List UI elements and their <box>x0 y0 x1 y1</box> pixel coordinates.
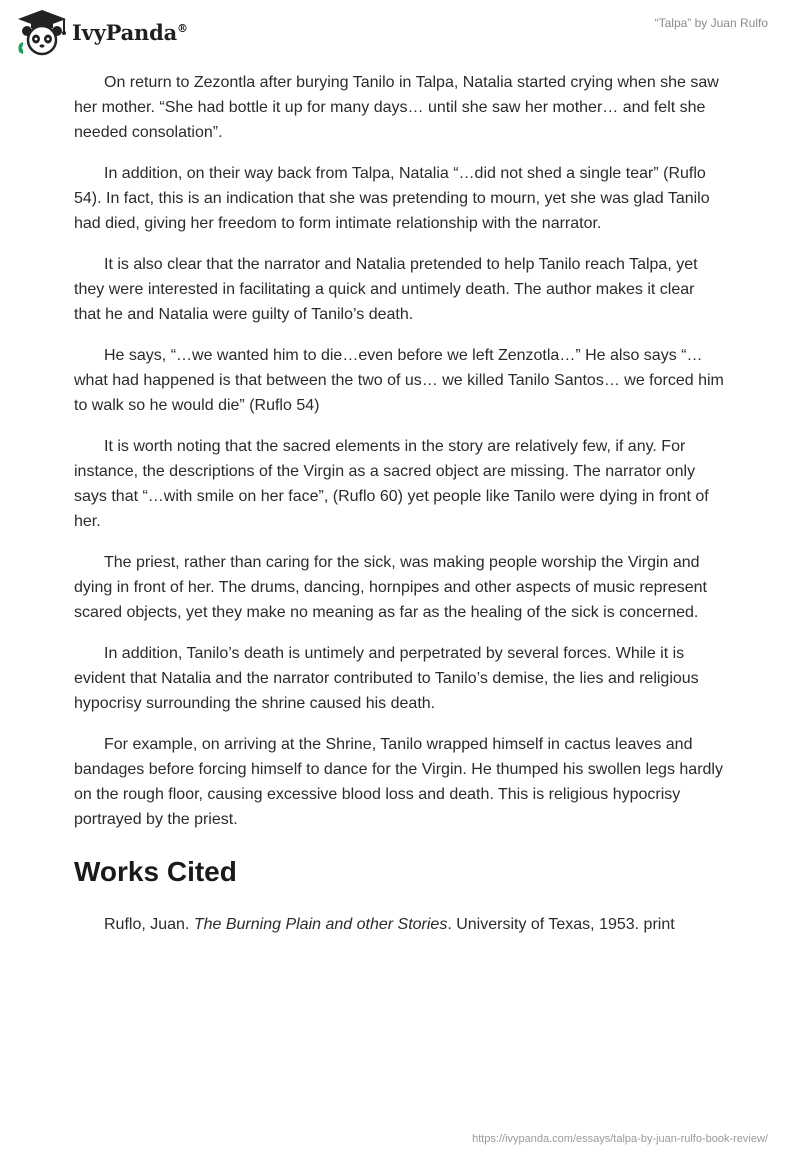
essay-body <box>74 70 724 937</box>
panda-logo-icon <box>14 8 70 56</box>
paragraph: It is also clear that the narrator and Natalia pretended to help Tanilo reach Talpa, yet they were interested in facilitating a quick and untimely death. The author makes it clear that he and Natalia were guilty of Tanilo’s death. <box>74 256 698 323</box>
citation-details: . University of Texas, 1953. print <box>447 916 675 933</box>
citation-entry <box>74 912 724 937</box>
paragraph: The priest, rather than caring for the sick, was making people worship the Virgin and dying in front of her. The drums, dancing, hornpipes and other aspects of music represent scared objects, yet they make no meaning as far as the healing of the sick is concerned. <box>74 554 707 621</box>
paragraph: In addition, on their way back from Talpa, Natalia “…did not shed a single tear” (Ruflo 54). In fact, this is an indication that she was pretending to mourn, yet she was glad Tanilo had died, giving her freedom to form intimate relationship with the narrator. <box>74 165 710 232</box>
logo-link[interactable] <box>14 8 188 56</box>
paragraph: For example, on arriving at the Shrine, Tanilo wrapped himself in cactus leaves and bandages before forcing himself to dance for the Virgin. He thumped his swollen legs hardly on the rough floor, causing excessive blood loss and death. This is religious hypocrisy portrayed by the priest. <box>74 736 723 828</box>
citation-author: Ruflo, Juan. <box>104 916 194 933</box>
paragraph: On return to Zezontla after burying Tanilo in Talpa, Natalia started crying when she saw her mother. “She had bottle it up for many days… until she saw her mother… and felt she needed consolation”. <box>74 74 719 141</box>
paragraph: In addition, Tanilo’s death is untimely and perpetrated by several forces. While it is evident that Natalia and the narrator contributed to Tanilo’s demise, the lies and religious hypocrisy surrounding the shrine caused his death. <box>74 645 699 712</box>
works-cited-heading: Works Cited <box>74 856 237 887</box>
source-url: https://ivypanda.com/essays/talpa-by-juan-rulfo-book-review/ <box>472 1133 768 1145</box>
page-header <box>0 0 800 62</box>
paragraph: It is worth noting that the sacred elements in the story are relatively few, if any. For instance, the descriptions of the Virgin as a sacred object are missing. The narrator only says that “…with smile on her face”, (Ruflo 60) yet people like Tanilo were dying in front of her. <box>74 438 709 530</box>
paragraph: He says, “…we wanted him to die…even before we left Zenzotla…” He also says “…what had happened is that between the two of us… we killed Tanilo Santos… we forced him to walk so he would die” (Ruflo 54) <box>74 347 724 414</box>
citation-title: The Burning Plain and other Stories <box>193 916 448 933</box>
document-title: “Talpa” by Juan Rulfo <box>654 16 768 30</box>
brand-name: IvyPanda® <box>72 19 188 45</box>
